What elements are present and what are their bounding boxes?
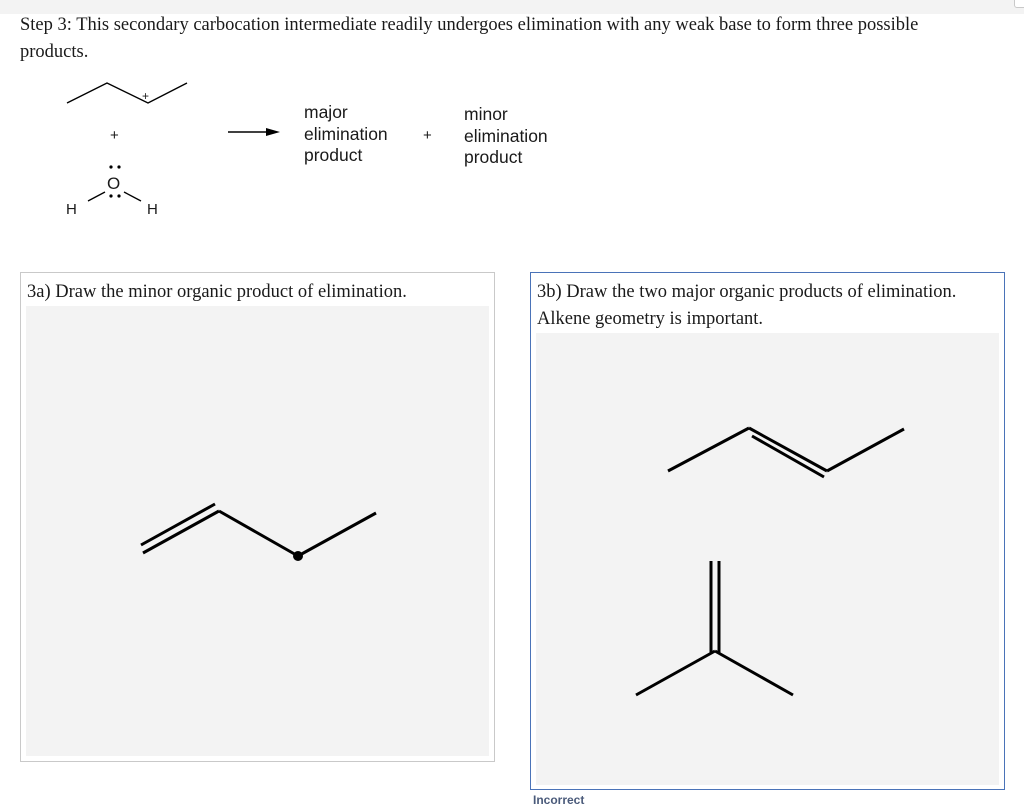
lone-pair-dot <box>109 194 112 197</box>
minor-product-structure <box>26 306 489 756</box>
reaction-scheme <box>0 70 600 240</box>
water-oxygen: O <box>107 174 121 193</box>
answer-panel-3a <box>20 272 495 762</box>
answer-panel-3b <box>530 272 1005 790</box>
panel-3a-prompt: 3a) Draw the minor organic product of elimination. <box>27 282 407 302</box>
oh-bond-left <box>88 192 105 201</box>
lone-pair-dot <box>109 165 112 168</box>
carbocation-skeleton <box>67 83 187 103</box>
step-text: Step 3: This secondary carbocation intermediate readily undergoes elimination with any weak base to form three possible products. <box>20 15 919 62</box>
single-bond <box>219 511 298 556</box>
plus-sign: + <box>423 127 432 144</box>
double-bond-line <box>752 436 824 477</box>
oh-bond-right <box>124 192 141 201</box>
reaction-arrow-head <box>266 128 280 136</box>
lone-pair-dot <box>117 165 120 168</box>
double-bond-line <box>143 511 219 553</box>
double-bond-line <box>141 504 215 545</box>
minor-product-label: minor elimination product <box>464 104 548 167</box>
single-bond <box>636 651 715 695</box>
single-bond <box>668 428 749 471</box>
water-hydrogen-left: H <box>66 201 77 218</box>
panel-3b-prompt: 3b) Draw the two major organic products of elimination. Alkene geometry is important. <box>537 282 957 329</box>
double-bond-line <box>749 428 827 471</box>
single-bond <box>298 513 376 556</box>
window-corner <box>1014 0 1024 8</box>
drawing-canvas-3b[interactable] <box>536 333 999 785</box>
answer-status: Incorrect <box>533 793 585 807</box>
carbocation-charge: + <box>142 89 150 103</box>
major-products-structures <box>536 333 999 785</box>
selected-atom[interactable] <box>293 551 303 561</box>
drawing-canvas-3a[interactable] <box>26 306 489 756</box>
lone-pair-dot <box>117 194 120 197</box>
plus-sign: + <box>110 127 119 144</box>
water-hydrogen-right: H <box>147 201 158 218</box>
major-product-label: major elimination product <box>304 102 388 165</box>
single-bond <box>827 429 904 471</box>
single-bond <box>715 651 793 695</box>
